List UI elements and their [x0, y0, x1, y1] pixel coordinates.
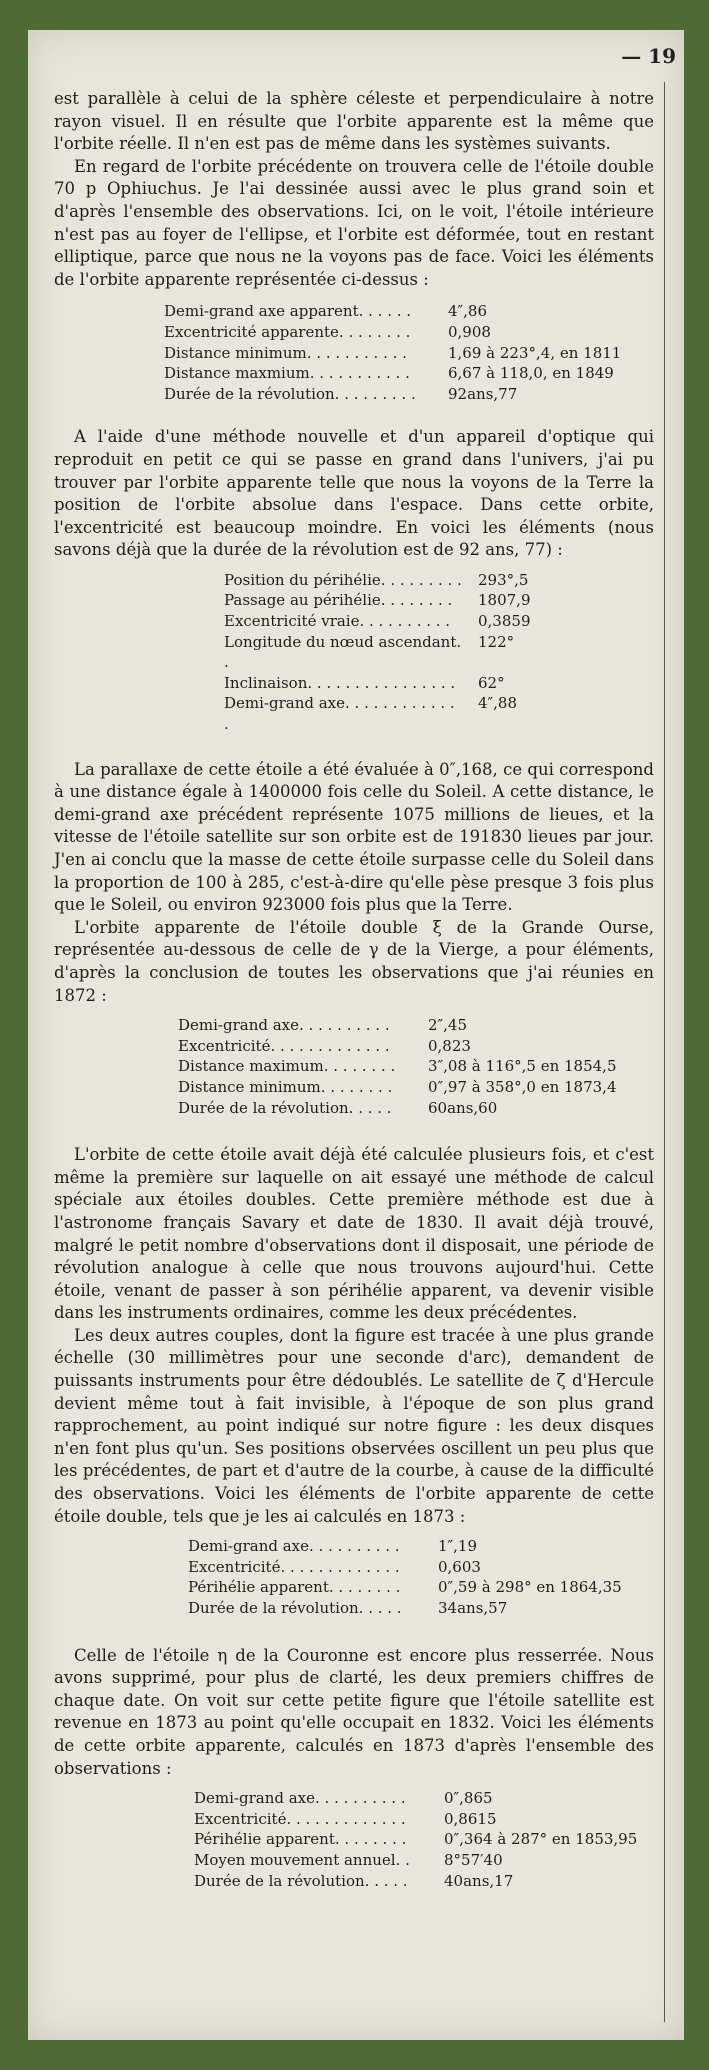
- element-value: 40ans,17: [444, 1871, 514, 1890]
- element-row: [188, 1598, 622, 1619]
- elements-table-70p-ophiuchus: [164, 301, 621, 404]
- element-label: Demi-grand axe. . . . . . . . . .: [194, 1789, 406, 1808]
- paragraph: A l'aide d'une méthode nouvelle et d'un appareil d'optique qui reproduit en petit ce qui se passe en grand dans l'univers, j'ai pu trouver par l'orbite apparente telle que nous la voyons de la Terre la position de l'orbite absolue dans l'espace. Dans cette orbite, l'excentricité est beaucoup moindre. En voici les éléments (nous savons déjà que la durée de la révolution est de 92 ans, 77) :: [54, 427, 654, 560]
- element-value: 0,908: [448, 322, 491, 341]
- element-value: 1807,9: [478, 591, 531, 610]
- element-label: Demi-grand axe apparent. . . . . .: [164, 302, 412, 321]
- element-row: [188, 1536, 622, 1557]
- element-label: Moyen mouvement annuel. .: [194, 1850, 410, 1869]
- element-row: [178, 1098, 616, 1119]
- element-label: Distance minimum. . . . . . . . . . .: [164, 343, 407, 362]
- element-row: [178, 1015, 616, 1036]
- paragraph: est parallèle à celui de la sphère céleste et perpendiculaire à notre rayon visuel. Il en résulte que l'orbite apparente est la même que l'orbite réelle. Il n'en est pas de même dans les systèmes suivants.: [54, 89, 654, 154]
- element-value: 8°57′40: [444, 1850, 503, 1869]
- element-value: 0,3859: [478, 612, 531, 631]
- element-label: Périhélie apparent. . . . . . . .: [194, 1830, 407, 1849]
- element-label: Durée de la révolution. . . . .: [188, 1599, 402, 1617]
- element-label: Durée de la révolution. . . . .: [178, 1098, 392, 1117]
- element-row: [164, 384, 621, 405]
- element-label: Excentricité apparente. . . . . . . .: [164, 322, 411, 341]
- element-label: Passage au périhélie. . . . . . . .: [224, 591, 453, 610]
- element-value: 1,69 à 223°,4, en 1811: [448, 343, 622, 362]
- element-label: Distance minimum. . . . . . . .: [178, 1077, 393, 1096]
- element-label: Excentricité. . . . . . . . . . . . .: [194, 1809, 406, 1828]
- margin-rule: [664, 82, 665, 2022]
- paragraph: En regard de l'orbite précédente on trouvera celle de l'étoile double 70 p Ophiuchus. Je l'ai dessinée aussi avec le plus grand soin et d'après l'ensemble des observations. Ici, on le voit, l'étoile intérieure n'est pas au foyer de l'ellipse, et l'orbite est déformée, tout en restant elliptique, parce que nous ne la voyons pas de face. Voici les éléments de l'orbite apparente représentée ci-dessus :: [54, 156, 654, 289]
- element-value: 0,8615: [444, 1809, 497, 1828]
- element-label: Demi-grand axe. . . . . . . . . . . . .: [224, 694, 455, 734]
- element-label: Demi-grand axe. . . . . . . . . .: [178, 1016, 390, 1035]
- element-label: Longitude du nœud ascendant. .: [224, 632, 462, 672]
- paragraph: La parallaxe de cette étoile a été évaluée à 0″,168, ce qui correspond à une distance égale à 1400000 fois celle du Soleil. A cette distance, le demi-grand axe précédent représente 1075 millions de lieues, et la vitesse de l'étoile satellite sur son orbite est de 191830 lieues par jour. J'en ai conclu que la masse de cette étoile surpasse celle du Soleil dans la proportion de 100 à 285, c'est-à-dire qu'elle pèse presque 3 fois plus que le Soleil, ou environ 923000 fois plus que la Terre.: [54, 759, 654, 915]
- paragraph: Les deux autres couples, dont la figure est tracée à une plus grande échelle (30 millimètres pour une seconde d'arc), demandent de puissants instruments pour être dédoublés. Le satellite de ζ d'Hercule devient même tout à fait invisible, à l'époque de son plus grand rapprochement, au point indiqué sur notre figure : les deux disques n'en font plus qu'un. Ses positions observées oscillent un peu plus que les précédentes, de part et d'autre de la courbe, à cause de la difficulté des observations. Voici les éléments de l'orbite apparente de cette étoile double, tels que je les ai calculés en 1873 :: [54, 1325, 654, 1526]
- element-row: [194, 1829, 637, 1850]
- element-label: Durée de la révolution. . . . .: [194, 1871, 408, 1890]
- elements-table-xi-ursae-majoris: [178, 1015, 616, 1118]
- element-label: Demi-grand axe. . . . . . . . . .: [188, 1537, 400, 1556]
- element-value: 1″,19: [438, 1537, 478, 1556]
- element-row: [194, 1788, 637, 1809]
- element-row: [164, 363, 621, 384]
- element-label: Périhélie apparent. . . . . . . .: [188, 1578, 401, 1597]
- element-value: 4″,86: [448, 302, 488, 321]
- element-row: [178, 1036, 616, 1057]
- element-value: 0″,865: [444, 1789, 493, 1808]
- element-value: 62°: [478, 673, 505, 692]
- element-row: [224, 590, 531, 611]
- element-value: 0″,97 à 358°,0 en 1873,4: [428, 1077, 617, 1096]
- paragraph: Celle de l'étoile η de la Couronne est encore plus resserrée. Nous avons supprimé, pour plus de clarté, les deux premiers chiffres de chaque date. On voit sur cette petite figure que l'étoile satellite est revenue en 1873 au point qu'elle occupait en 1832. Voici les éléments de cette orbite apparente, calculés en 1873 d'après l'ensemble des observations :: [54, 1645, 654, 1778]
- element-label: Excentricité. . . . . . . . . . . . .: [178, 1036, 390, 1055]
- element-row: [194, 1809, 637, 1830]
- element-value: 0″,59 à 298° en 1864,35: [438, 1578, 622, 1597]
- paragraph: L'orbite apparente de l'étoile double ξ de la Grande Ourse, représentée au-dessous de celle de γ de la Vierge, a pour éléments, d'après la conclusion de toutes les observations que j'ai réunies en 1872 :: [54, 917, 654, 1005]
- element-row: [164, 322, 621, 343]
- elements-table-absolute-orbit: [224, 570, 531, 735]
- elements-table-eta-coronae: [194, 1788, 637, 1891]
- element-label: Inclinaison. . . . . . . . . . . . . . . .: [224, 673, 456, 692]
- element-value: 122°: [478, 632, 515, 651]
- element-value: 4″,88: [478, 694, 518, 713]
- element-value: 0,823: [428, 1036, 471, 1055]
- element-value: 3″,08 à 116°,5 en 1854,5: [428, 1057, 617, 1076]
- page-body: [54, 88, 654, 1891]
- element-label: Distance maximum. . . . . . . .: [178, 1057, 396, 1076]
- element-row: [224, 673, 531, 694]
- element-value: 2″,45: [428, 1016, 468, 1035]
- element-label: Excentricité vraie. . . . . . . . . .: [224, 612, 451, 631]
- element-row: [194, 1871, 637, 1892]
- book-page: [28, 30, 684, 2040]
- element-value: 6,67 à 118,0, en 1849: [448, 364, 614, 383]
- element-label: Position du périhélie. . . . . . . . .: [224, 570, 462, 589]
- element-value: 0″,364 à 287° en 1853,95: [444, 1830, 638, 1849]
- element-value: 0,603: [438, 1557, 481, 1576]
- element-value: 60ans,60: [428, 1098, 498, 1117]
- element-row: [224, 570, 531, 591]
- element-row: [194, 1850, 637, 1871]
- element-label: Durée de la révolution. . . . . . . . .: [164, 384, 416, 403]
- element-label: Excentricité. . . . . . . . . . . . .: [188, 1557, 400, 1576]
- element-row: [164, 301, 621, 322]
- element-value: 34ans,57: [438, 1599, 508, 1617]
- element-value: 92ans,77: [448, 384, 518, 403]
- element-row: [188, 1577, 622, 1598]
- elements-table-zeta-herculis: [188, 1536, 622, 1618]
- element-row: [178, 1077, 616, 1098]
- paragraph: L'orbite de cette étoile avait déjà été calculée plusieurs fois, et c'est même la première sur laquelle on ait essayé une méthode de calcul spéciale aux étoiles doubles. Cette première méthode est due à l'astronome français Savary et date de 1830. Il avait déjà trouvé, malgré le petit nombre d'observations dont il disposait, une période de révolution analogue à celle que nous trouvons aujourd'hui. Cette étoile, venant de passer à son périhélie apparent, va devenir visible dans les instruments ordinaires, comme les deux précédentes.: [54, 1145, 654, 1323]
- element-row: [224, 632, 531, 673]
- element-row: [188, 1557, 622, 1578]
- element-row: [224, 611, 531, 632]
- element-label: Distance maxmium. . . . . . . . . . .: [164, 364, 410, 383]
- element-value: 293°,5: [478, 570, 529, 589]
- page-number: — 19: [621, 44, 676, 68]
- element-row: [224, 693, 531, 734]
- element-row: [178, 1056, 616, 1077]
- element-row: [164, 343, 621, 364]
